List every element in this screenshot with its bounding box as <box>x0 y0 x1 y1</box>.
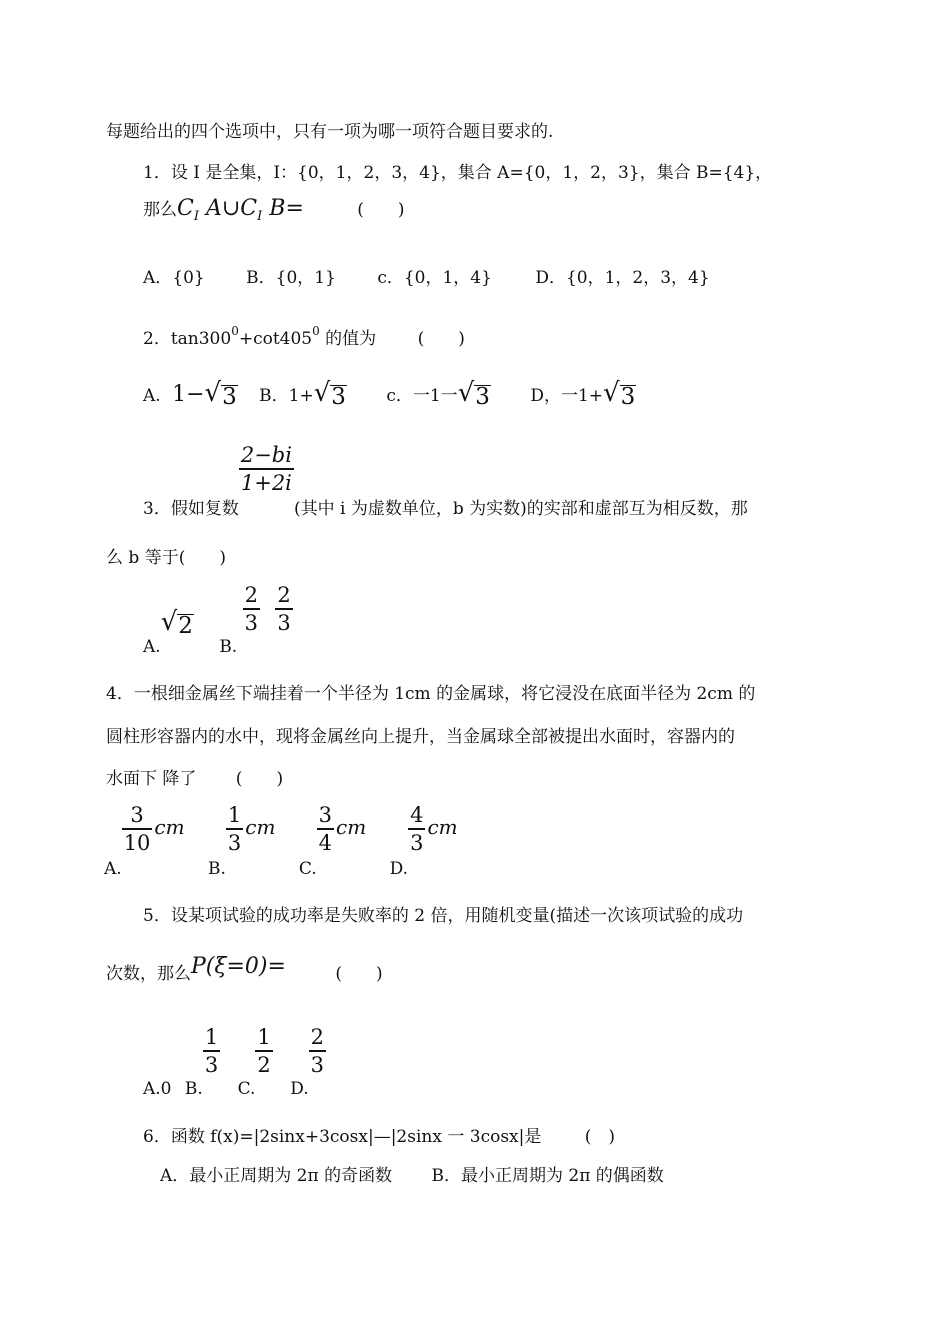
q3-option-a-sqrt: √ 2 <box>160 606 193 639</box>
q4-d-den: 3 <box>408 828 425 854</box>
q5-probability-expression: P(ξ=0)= <box>191 954 286 979</box>
q4-line2: 圆柱形容器内的水中，现将金属丝向上提升，当金属球全部被提出水面时，容器内的 <box>106 727 735 747</box>
q2-option-d-radicand: 3 <box>620 384 636 411</box>
q1-answer-paren: ( ) <box>357 200 405 220</box>
q1-option-c: c．{0，1，4} <box>377 268 492 288</box>
q5-line1: 5．设某项试验的成功率是失败率的 2 倍，用随机变量(描述一次该项试验的成功 <box>143 906 744 926</box>
q5-answer-paren: ( ) <box>335 964 383 984</box>
q2-option-b-sqrt: √ 3 <box>313 378 346 411</box>
q2-option-c-sqrt: √ 3 <box>457 378 490 411</box>
q4-option-c-fraction <box>317 804 334 854</box>
q5-option-c-fraction <box>255 1026 272 1076</box>
q1-option-a: A．{0} <box>143 268 205 288</box>
q5-line2 <box>106 954 383 986</box>
q1-options <box>143 268 710 288</box>
q3-f2-num: 2 <box>277 583 291 607</box>
q5-lead: 次数，那么 <box>106 964 191 984</box>
q3-option-b-fraction-2 <box>275 584 292 634</box>
q4-option-b-fraction <box>226 804 243 854</box>
q2-option-c-radicand: 3 <box>475 384 490 411</box>
q5-option-b-label: B. <box>184 1078 203 1099</box>
q5-option-d-label: D. <box>290 1078 309 1099</box>
q4-option-a-label: A. <box>104 858 122 879</box>
q3-text: (其中 i 为虚数单位，b 为实数)的实部和虚部互为相反数，那 <box>293 498 748 519</box>
q3-f2-den: 3 <box>275 608 292 634</box>
q5-options <box>143 1025 326 1099</box>
q3-lead: 3．假如复数 <box>143 498 239 519</box>
q4-a-num: 3 <box>130 803 144 827</box>
q5-option-d-fraction <box>309 1026 326 1076</box>
q1-text: 1．设 I 是全集，I：{0，1，2，3，4}，集合 A={0，1，2，3}，集合 B={4}， <box>143 163 773 183</box>
q5-d-num: 2 <box>310 1025 324 1049</box>
intro-text: 每题给出的四个选项中，只有一项为哪一项符合题目要求的. <box>106 122 554 142</box>
q2-tan-term: 2．tan300 <box>143 329 232 349</box>
q5-c-den: 2 <box>255 1050 272 1076</box>
q2-option-c-label: c．一1一 <box>386 386 458 406</box>
q4-c-num: 3 <box>318 803 333 827</box>
q4-option-b-label: B. <box>208 858 226 879</box>
q2-option-a-one: 1− <box>172 382 205 407</box>
q4-option-c-unit: cm <box>336 814 367 839</box>
q6-text: 6．函数 f(x)=|2sinx+3cosx|—|2sinx 一 3cosx|是 <box>143 1127 542 1147</box>
q6-answer-paren: ( ) <box>584 1127 616 1147</box>
q3-fraction-numerator: 2−bi <box>240 443 292 467</box>
q2-cot-term: +cot405 <box>238 329 313 349</box>
q3-f1-num: 2 <box>244 583 258 607</box>
q3-option-a-radicand: 2 <box>178 612 193 639</box>
q5-option-b-fraction <box>203 1026 220 1076</box>
q4-option-b-unit: cm <box>245 814 276 839</box>
q3-option-b-fraction-1 <box>243 584 260 634</box>
q3-fraction-denominator: 1+2i <box>239 468 294 494</box>
q1-lead: 那么 <box>143 200 177 220</box>
q6-options <box>160 1166 664 1186</box>
q3-option-a-label: A. <box>143 636 161 657</box>
q2-option-b-radicand: 3 <box>331 384 346 411</box>
q2-degree-sup-1: 0 <box>231 324 239 338</box>
q2-option-d-sqrt: √ 3 <box>603 378 636 411</box>
q1-option-d: D．{0，1，2，3，4} <box>535 268 710 288</box>
q4-option-d-unit: cm <box>427 814 458 839</box>
q2-option-d-label: D，一1+ <box>530 386 604 406</box>
q4-b-num: 1 <box>227 803 242 827</box>
q6-line <box>143 1127 615 1147</box>
q3-options <box>143 583 293 657</box>
q3-line1 <box>143 443 748 519</box>
q4-line3: 水面下 降了 ( ) <box>106 769 284 789</box>
q4-option-a-unit: cm <box>154 814 185 839</box>
q4-option-c-label: C. <box>298 858 317 879</box>
q5-d-den: 3 <box>309 1050 326 1076</box>
q2-option-a-radicand: 3 <box>222 384 237 411</box>
q4-option-d-label: D. <box>389 858 409 879</box>
q4-option-a-fraction <box>122 804 153 854</box>
q3-f1-den: 3 <box>243 608 260 634</box>
q2-option-a-label: A. <box>143 386 161 406</box>
q1-expression-line <box>143 196 405 225</box>
q3-line2: 么 b 等于( ) <box>106 548 226 568</box>
q5-c-num: 1 <box>257 1025 271 1049</box>
q3-option-b-label: B. <box>219 636 238 657</box>
q2-answer-paren: ( ) <box>417 329 465 349</box>
q5-option-a: A.0 <box>143 1078 172 1099</box>
q5-b-den: 3 <box>203 1050 220 1076</box>
q2-value-label: 的值为 <box>325 329 377 349</box>
q4-options <box>104 803 458 879</box>
q3-complex-fraction <box>239 444 294 494</box>
q2-options <box>143 378 636 409</box>
q4-c-den: 4 <box>317 828 334 854</box>
q5-option-c-label: C. <box>237 1078 256 1099</box>
q4-line1: 4．一根细金属丝下端挂着一个半径为 1cm 的金属球，将它浸没在底面半径为 2cm 的 <box>106 684 756 704</box>
q4-a-den: 10 <box>122 828 153 854</box>
q2-option-a-sqrt: √ 3 <box>204 378 237 411</box>
q2-degree-sup-2: 0 <box>312 324 320 338</box>
q4-b-den: 3 <box>226 828 243 854</box>
q1-complement-expression: $C_I$ $A\cup C_I$ B= <box>177 196 304 224</box>
q1-option-b: B．{0，1} <box>246 268 336 288</box>
q4-option-d-fraction <box>408 804 425 854</box>
q6-option-b: B．最小正周期为 2π 的偶函数 <box>431 1166 664 1186</box>
q4-d-num: 4 <box>410 803 424 827</box>
q2-text <box>143 324 465 349</box>
q6-option-a: A．最小正周期为 2π 的奇函数 <box>160 1166 393 1186</box>
q2-option-b-label: B．1+ <box>259 386 314 406</box>
q5-b-num: 1 <box>204 1025 219 1049</box>
